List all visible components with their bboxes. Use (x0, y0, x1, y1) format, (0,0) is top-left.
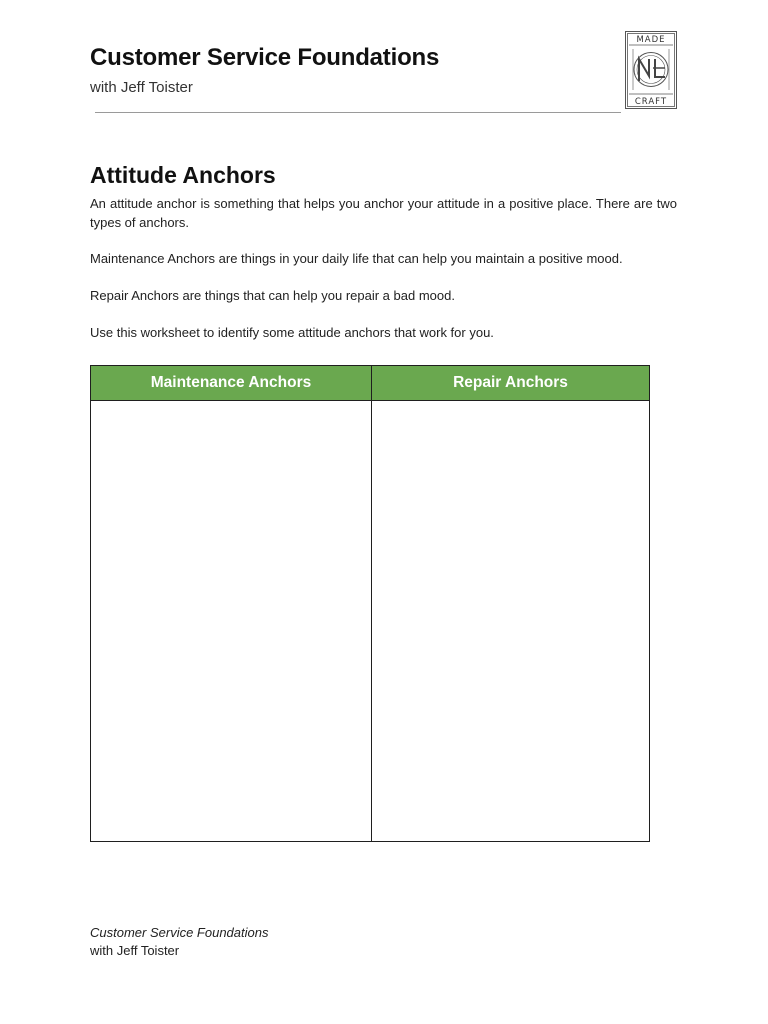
maintenance-anchors-entry-cell[interactable] (91, 401, 372, 842)
section-title: Attitude Anchors (90, 162, 276, 188)
repair-anchors-entry-cell[interactable] (372, 401, 650, 842)
made-craft-logo-icon (625, 31, 677, 109)
footer-instructor: with Jeff Toister (90, 943, 180, 958)
table-row (91, 401, 650, 842)
page-subtitle: with Jeff Toister (90, 79, 193, 96)
logo-bottom-text: CRAFT (634, 97, 668, 107)
repair-definition: Repair Anchors are things that can help you repair a bad mood. (90, 288, 455, 303)
maintenance-definition: Maintenance Anchors are things in your daily life that can help you maintain a positive mood. (90, 251, 623, 266)
header-divider (95, 112, 621, 113)
page-title: Customer Service Foundations (90, 44, 440, 71)
footer-course-title: Customer Service Foundations (90, 925, 269, 940)
logo-top-text: MADE (636, 35, 666, 45)
instruction-paragraph: Use this worksheet to identify some attitude anchors that work for you. (90, 325, 494, 340)
table-header-row (91, 366, 650, 401)
anchors-worksheet-table (90, 365, 650, 842)
repair-anchors-header: Repair Anchors (372, 366, 650, 401)
maintenance-anchors-header: Maintenance Anchors (91, 366, 372, 401)
intro-paragraph: An attitude anchor is something that helps you anchor your attitude in a positive place. There are two types of anchors. (90, 196, 677, 230)
